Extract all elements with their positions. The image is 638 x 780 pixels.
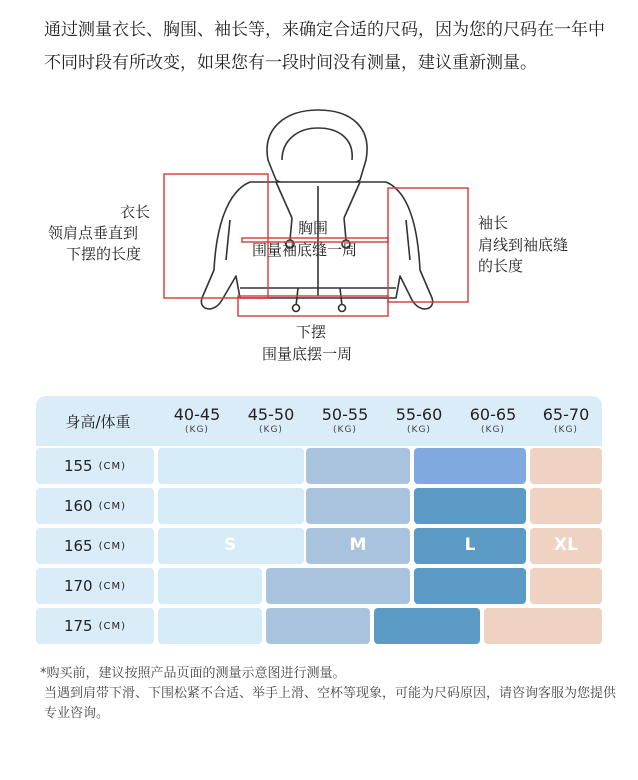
- size-label-l: L: [464, 535, 476, 555]
- cell-xl: [530, 568, 602, 604]
- weight-col-1: 40-45 (KG): [160, 396, 234, 446]
- notes: [40, 664, 620, 724]
- weight-col-4: 55-60 (KG): [382, 396, 456, 446]
- size-label-s: S: [223, 535, 237, 555]
- cell-m: [266, 568, 410, 604]
- size-chart: [36, 396, 602, 648]
- cell-xl: [484, 608, 602, 644]
- height-row-160: 160 (CM): [36, 488, 154, 524]
- cell-l: [414, 488, 526, 524]
- cell-m: [306, 488, 410, 524]
- height-row-155: 155 (CM): [36, 448, 154, 484]
- cell-xl: [530, 488, 602, 524]
- weight-col-2: 45-50 (KG): [234, 396, 308, 446]
- size-label-xl: XL: [554, 535, 578, 555]
- cell-s: [158, 568, 262, 604]
- sleeve-desc-1: 肩线到袖底缝: [478, 236, 569, 254]
- height-row-175: 175 (CM): [36, 608, 154, 644]
- weight-col-6: 65-70 (KG): [530, 396, 602, 446]
- intro-text: 通过测量衣长、胸围、袖长等，来确定合适的尺码，因为您的尺码在一年中不同时段有所改变，如果您有一段时间没有测量，建议重新测量。: [44, 20, 605, 73]
- length-title: 衣长: [120, 203, 151, 221]
- weight-col-5: 60-65 (KG): [456, 396, 530, 446]
- hem-desc: 围量底摆一周: [262, 345, 353, 363]
- cell-m: [266, 608, 370, 644]
- height-row-170: 170 (CM): [36, 568, 154, 604]
- chest-desc: 围量袖底缝一周: [252, 241, 358, 259]
- cell-xl: [530, 448, 602, 484]
- length-desc-1: 领肩点垂直到: [48, 224, 139, 242]
- chest-title: 胸围: [298, 219, 329, 237]
- measurement-diagram: [0, 100, 638, 380]
- height-row-165: 165 (CM): [36, 528, 154, 564]
- note-line-2: 当遇到肩带下滑、下围松紧不合适、举手上滑、空杯等现象，可能为尺码原因，请咨询客服为您提供专业咨询。: [44, 686, 617, 721]
- note-line-1: *购买前，建议按照产品页面的测量示意图进行测量。: [40, 666, 346, 681]
- hem-title: 下摆: [296, 323, 327, 341]
- length-desc-2: 下摆的长度: [66, 245, 142, 263]
- cell-l: [414, 568, 526, 604]
- cell-l: [374, 608, 480, 644]
- sleeve-desc-2: 的长度: [478, 257, 524, 275]
- cell-m: [306, 448, 410, 484]
- size-label-m: M: [349, 535, 367, 555]
- cell-l: [414, 448, 526, 484]
- cell-s: [158, 448, 304, 484]
- cell-s: [158, 488, 304, 524]
- cell-s: [158, 608, 262, 644]
- chart-header-label: 身高/体重: [36, 396, 160, 446]
- weight-col-3: 50-55 (KG): [308, 396, 382, 446]
- sleeve-title: 袖长: [478, 214, 509, 232]
